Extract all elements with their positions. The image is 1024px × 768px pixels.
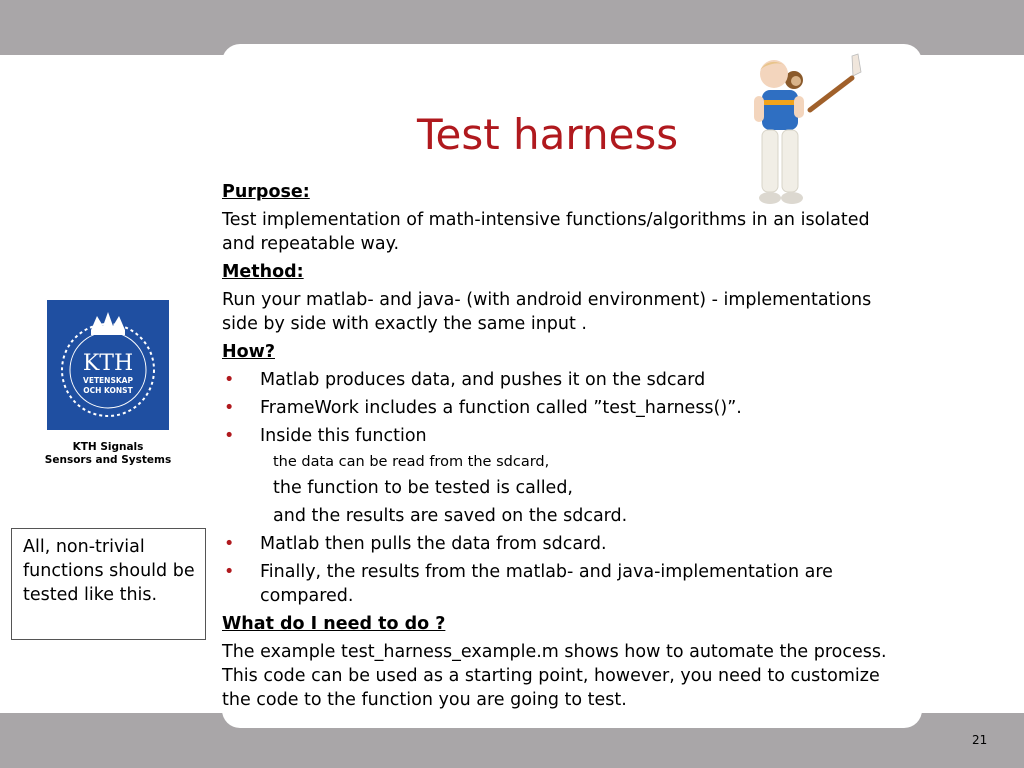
bullet-icon: • bbox=[224, 370, 235, 390]
slide-title: Test harness bbox=[417, 110, 679, 159]
logo-caption bbox=[30, 441, 186, 467]
logo-caption-line1: KTH Signals bbox=[72, 441, 144, 453]
sub-item: and the results are saved on the sdcard. bbox=[273, 506, 628, 526]
kth-emblem-icon bbox=[47, 300, 169, 430]
list-item-text: Inside this function bbox=[260, 426, 427, 446]
note-box bbox=[11, 528, 206, 640]
logo-letters: KTH bbox=[82, 351, 134, 376]
how-heading: How? bbox=[222, 342, 275, 362]
list-item bbox=[222, 368, 902, 392]
list-item-text: Finally, the results from the matlab- and java-implementation are compared. bbox=[260, 562, 833, 606]
todo-text: The example test_harness_example.m shows how to automate the process. This code can be used as a starting point, however, you need to customize the code to the function you are going to test. bbox=[222, 642, 887, 710]
todo-heading: What do I need to do ? bbox=[222, 614, 446, 634]
note-text: All, non-trivial functions should be tested like this. bbox=[23, 537, 195, 605]
list-item bbox=[222, 560, 902, 608]
list-item-text: FrameWork includes a function called ”test_harness()”. bbox=[260, 398, 742, 418]
purpose-heading: Purpose: bbox=[222, 182, 310, 202]
slide-content bbox=[222, 180, 902, 712]
logo-line1: VETENSKAP bbox=[83, 376, 133, 385]
list-item-text: Matlab produces data, and pushes it on the sdcard bbox=[260, 370, 706, 390]
list-item-text: Matlab then pulls the data from sdcard. bbox=[260, 534, 607, 554]
bullet-icon: • bbox=[224, 562, 235, 582]
list-item bbox=[222, 424, 902, 448]
logo-line2: OCH KONST bbox=[83, 386, 133, 395]
how-list bbox=[222, 368, 902, 448]
bullet-icon: • bbox=[224, 398, 235, 418]
method-heading: Method: bbox=[222, 262, 304, 282]
how-list-continued bbox=[222, 532, 902, 608]
list-item bbox=[222, 396, 902, 420]
page-number: 21 bbox=[972, 733, 988, 747]
bullet-icon: • bbox=[224, 534, 235, 554]
bullet-icon: • bbox=[224, 426, 235, 446]
logo-caption-line2: Sensors and Systems bbox=[44, 454, 172, 466]
sub-item: the function to be tested is called, bbox=[273, 478, 573, 498]
list-item bbox=[222, 532, 902, 556]
sub-item: the data can be read from the sdcard, bbox=[273, 454, 550, 470]
method-text: Run your matlab- and java- (with android environment) - implementations side by side with exactly the same input . bbox=[222, 290, 872, 334]
kth-logo bbox=[47, 300, 169, 430]
purpose-text: Test implementation of math-intensive functions/algorithms in an isolated and repeatable way. bbox=[222, 210, 870, 254]
